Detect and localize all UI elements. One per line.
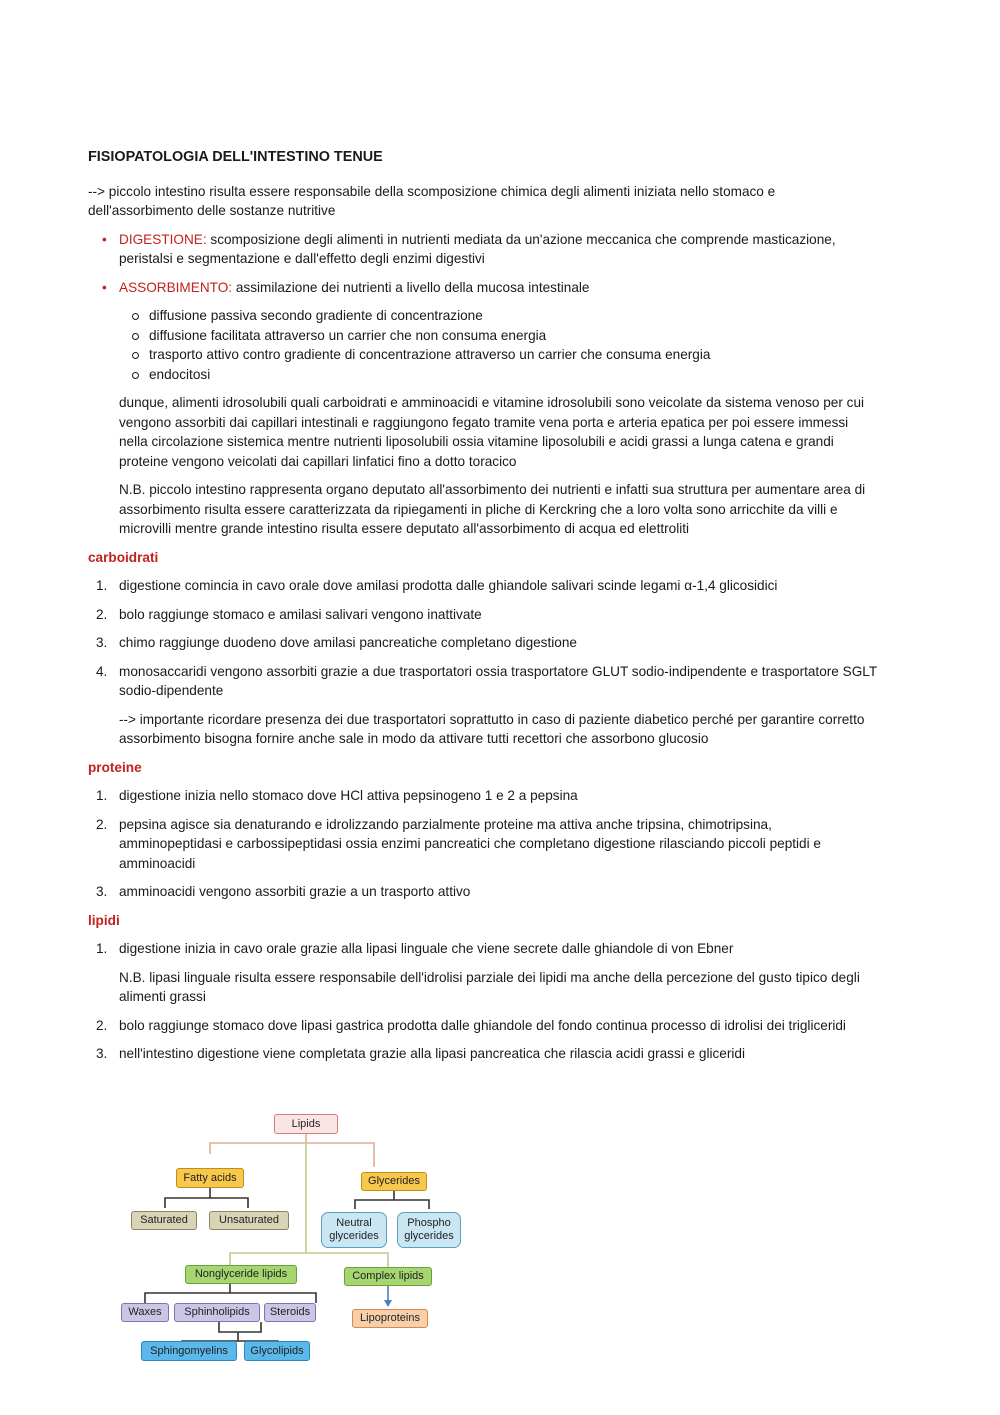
page-title: FISIOPATOLOGIA DELL'INTESTINO TENUE	[88, 149, 383, 165]
item-text: pepsina agisce sia denaturando e idrolizzando parzialmente proteine ma attiva anche tripsina, chimotripsina, amminopeptidasi e carbossipeptidasi ossia enzimi pancreatici che completano digestione rilasciando piccoli peptidi e amminoacidi	[119, 816, 821, 871]
carboidrati-list	[88, 576, 878, 749]
item-note: N.B. lipasi linguale risulta essere responsabile dell'idrolisi parziale dei lipidi ma anche della percezione del gusto tipico degli alimenti grassi	[119, 969, 860, 1004]
bullet-digestione	[88, 230, 878, 269]
term-assorbimento: ASSORBIMENTO:	[119, 279, 233, 295]
item-number: 3.	[96, 635, 108, 650]
list-item	[88, 662, 878, 749]
list-item: trasporto attivo contro gradiente di concentrazione attraverso un carrier che consuma energia	[88, 345, 878, 365]
node-lipoproteins: Lipoproteins	[352, 1309, 428, 1328]
list-item	[88, 576, 878, 596]
item-text: bolo raggiunge stomaco dove lipasi gastrica prodotta dalle ghiandole del fondo continua processo di idrolisi dei trigliceridi	[119, 1017, 846, 1033]
list-item: diffusione facilitata attraverso un carrier che non consuma energia	[88, 326, 878, 346]
section-heading-carboidrati: carboidrati	[88, 549, 159, 565]
list-item	[88, 882, 878, 902]
bullet-assorbimento	[88, 278, 878, 298]
item-number: 3.	[96, 884, 108, 899]
item-number: 2.	[96, 606, 108, 622]
proteine-list	[88, 786, 878, 902]
node-fatty-acids: Fatty acids	[176, 1168, 244, 1188]
dunque-paragraph: dunque, alimenti idrosolubili quali carboidrati e amminoacidi e vitamine idrosolubili sono veicolate da sistema venoso per cui vengono assorbiti dai capillari intestinali e raggiungono fegato tramite vena porta e arteria epatica per poi essere immessi nella circolazione sistemica mentre nutrienti liposolubili ossia vitamine liposolubili e acidi grassi a lunga catena e grandi proteine vengono veicolati dai capillari linfatici fino a dotto toracico	[119, 395, 865, 469]
list-item	[88, 605, 878, 625]
list-item: endocitosi	[88, 365, 878, 385]
nb-paragraph: N.B. piccolo intestino rappresenta organo deputato all'assorbimento dei nutrienti e infatti sua struttura per aumentare area di assorbimento risulta essere caratterizzata da ripiegamenti in pliche di Kerckring che a loro volta sono arricchite da villi e microvilli mentre grande intestino risulta essere deputato all'assorbimento di acqua ed elettroliti	[119, 482, 866, 536]
node-phospho-glycerides	[397, 1212, 461, 1248]
section-heading-lipidi: lipidi	[88, 912, 120, 928]
node-neutral-glycerides	[321, 1212, 387, 1248]
node-unsaturated: Unsaturated	[209, 1211, 289, 1230]
item-number: 1.	[96, 578, 108, 593]
node-neutral-line2: glycerides	[329, 1230, 379, 1242]
node-nonglyceride-lipids: Nonglyceride lipids	[185, 1265, 297, 1284]
item-text: nell'intestino digestione viene completata grazie alla lipasi pancreatica che rilascia acidi grassi e gliceridi	[119, 1046, 745, 1061]
item-number: 1.	[96, 941, 108, 956]
item-text: chimo raggiunge duodeno dove amilasi pancreatiche completano digestione	[119, 635, 577, 650]
node-lipids: Lipids	[274, 1114, 338, 1134]
list-item	[88, 815, 878, 874]
definition-list	[88, 230, 878, 298]
lipids-classification-diagram	[118, 1110, 468, 1370]
list-item	[88, 1044, 878, 1064]
node-complex-lipids: Complex lipids	[344, 1267, 432, 1286]
node-waxes: Waxes	[121, 1303, 169, 1322]
node-glycolipids: Glycolipids	[244, 1341, 310, 1361]
node-saturated: Saturated	[131, 1211, 197, 1230]
item-number: 4.	[96, 663, 108, 679]
item-text: digestione inizia in cavo orale grazie alla lipasi linguale che viene secrete dalle ghiandole di von Ebner	[119, 941, 734, 956]
node-phospho-line2: glycerides	[404, 1230, 454, 1242]
list-item: diffusione passiva secondo gradiente di concentrazione	[88, 306, 878, 326]
item-text: monosaccaridi vengono assorbiti grazie a due trasportatori ossia trasportatore GLUT sodio-indipendente e trasportatore SGLT sodio-dipendente	[119, 663, 877, 698]
intro-paragraph: --> piccolo intestino risulta essere responsabile della scomposizione chimica degli alimenti iniziata nello stomaco e dell'assorbimento delle sostanze nutritive	[88, 183, 776, 218]
node-neutral-line1: Neutral	[336, 1217, 372, 1229]
term-digestione: DIGESTIONE:	[119, 231, 207, 247]
item-text: digestione comincia in cavo orale dove amilasi prodotta dalle ghiandole salivari scinde legami α-1,4 glicosidici	[119, 578, 778, 593]
item-number: 3.	[96, 1046, 108, 1061]
absorption-methods-list	[88, 306, 878, 384]
document-body	[88, 148, 878, 1073]
item-text: bolo raggiunge stomaco e amilasi salivari vengono inattivate	[119, 606, 482, 622]
item-text: digestione inizia nello stomaco dove HCl attiva pepsinogeno 1 e 2 a pepsina	[119, 788, 578, 803]
item-note: --> importante ricordare presenza dei due trasportatori soprattutto in caso di paziente diabetico perché per garantire corretto assorbimento bisogna fornire anche sale in modo da attivare tutti recettori che assorbono glucosio	[119, 711, 865, 746]
node-sphinholipids: Sphinholipids	[174, 1303, 260, 1322]
text-assorbimento: assimilazione dei nutrienti a livello della mucosa intestinale	[232, 279, 590, 295]
item-number: 2.	[96, 816, 108, 832]
item-text: amminoacidi vengono assorbiti grazie a un trasporto attivo	[119, 884, 471, 899]
text-digestione: scomposizione degli alimenti in nutrienti mediata da un'azione meccanica che comprende masticazione, peristalsi e segmentazione e dall'effetto degli enzimi digestivi	[119, 231, 836, 266]
node-glycerides: Glycerides	[361, 1172, 427, 1191]
node-sphingomyelins: Sphingomyelins	[141, 1341, 237, 1361]
list-item	[88, 633, 878, 653]
lipidi-list	[88, 939, 878, 1064]
node-steroids: Steroids	[264, 1303, 316, 1322]
section-heading-proteine: proteine	[88, 759, 142, 775]
list-item	[88, 1016, 878, 1036]
item-number: 2.	[96, 1017, 108, 1033]
node-phospho-line1: Phospho	[407, 1217, 451, 1229]
item-number: 1.	[96, 788, 108, 803]
list-item	[88, 939, 878, 1007]
list-item	[88, 786, 878, 806]
